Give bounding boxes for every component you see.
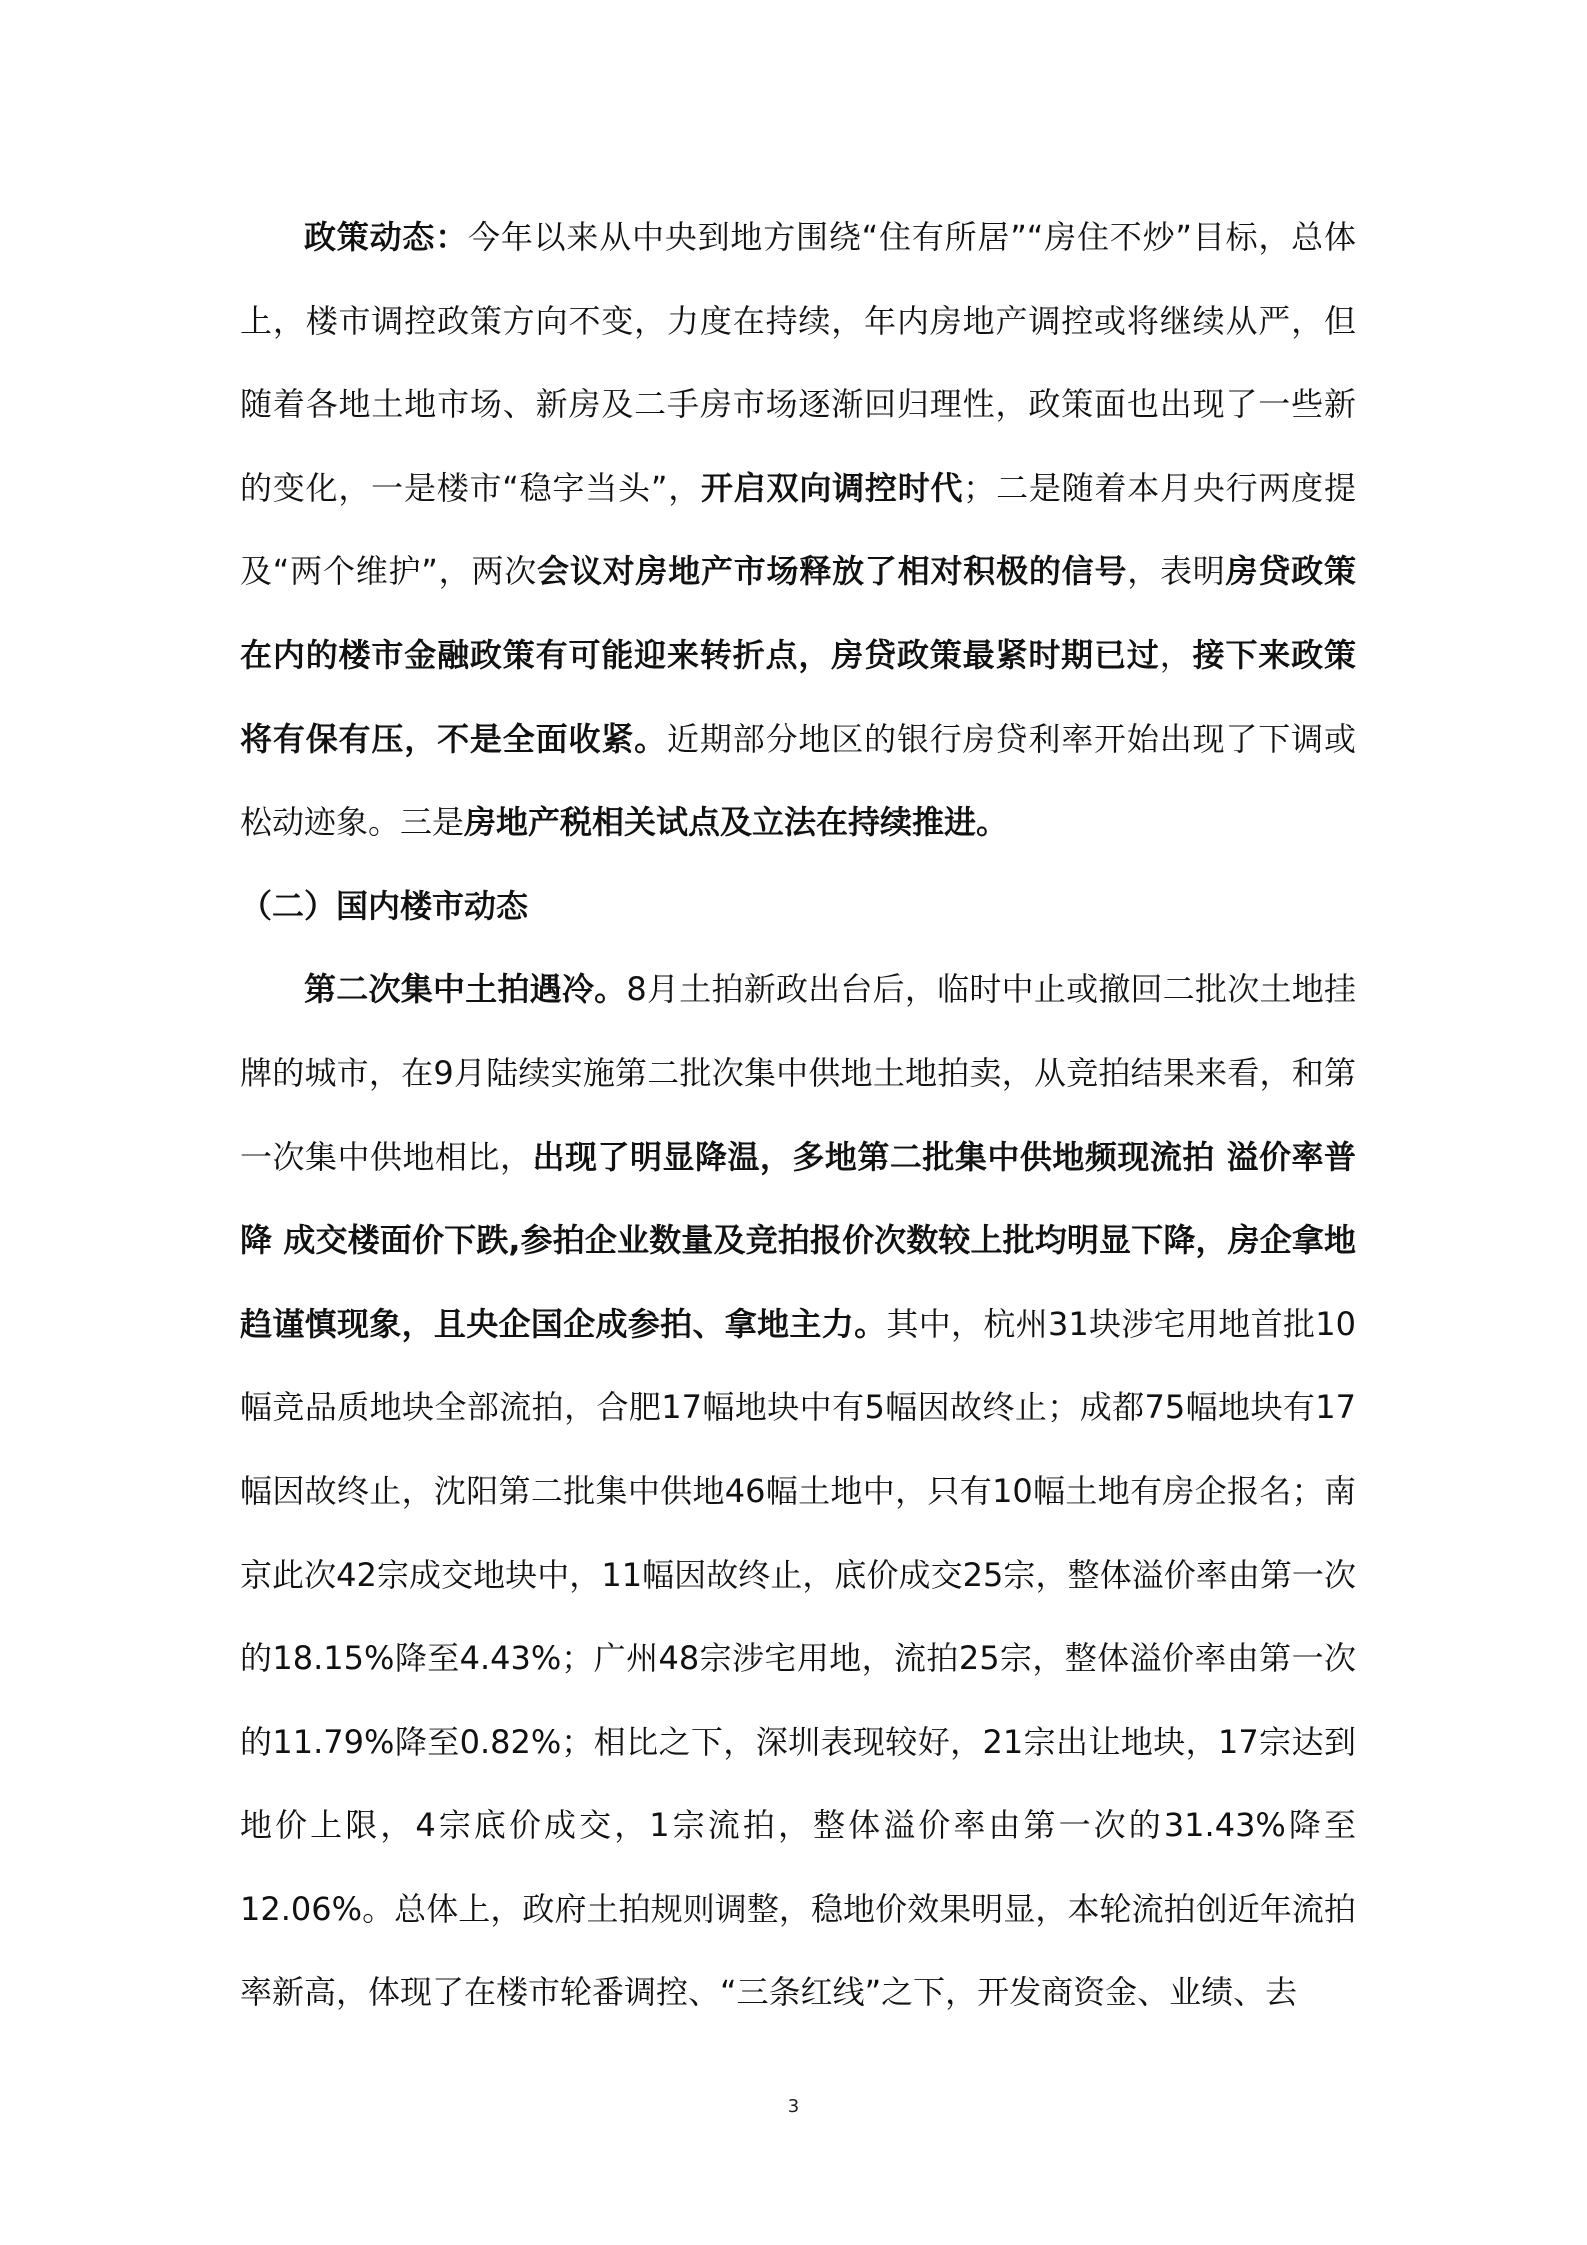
section-heading: （二）国内楼市动态 <box>240 886 529 925</box>
paragraph-lead: 政策动态： <box>304 218 469 256</box>
paragraph-lead: 第二次集中土拍遇冷。 <box>304 970 627 1009</box>
page-number: 3 <box>787 2096 800 2117</box>
body-text <box>240 196 1356 2035</box>
paragraph-policy-dynamics: 政策动态：今年以来从中央到地方围绕“住有所居”“房住不炒”目标，总体上，楼市调控政策方向不变，力度在持续，年内房地产调控或将继续从严，但随着各地土地市场、新房及二手房市场逐渐回归理性，政策面也出现了一些新的变化，一是楼市“稳字当头”，开启双向调控时代；二是随着本月央行两度提及“两个维护”，两次会议对房地产市场释放了相对积极的信号，表明房贷政策在内的楼市金融政策有可能迎来转折点，房贷政策最紧时期已过，接下来政策将有保有压，不是全面收紧。近期部分地区的银行房贷利率开始出现了下调或松动迹象。三是房地产税相关试点及立法在持续推进。 <box>240 218 1356 842</box>
paragraph-land-auction: 第二次集中土拍遇冷。8月土拍新政出台后，临时中止或撤回二批次土地挂牌的城市，在9月陆续实施第二批次集中供地土地拍卖，从竞拍结果来看，和第一次集中供地相比，出现了明显降温，多地第二批集中供地频现流拍 溢价率普降 成交楼面价下跌,参拍企业数量及竞拍报价次数较上批均明显下降，房企拿地趋谨慎现象，且央企国企成参拍、拿地主力。其中，杭州31块涉宅用地首批10幅竞品质地块全部流拍，合肥17幅地块中有5幅因故终止；成都75幅地块有17幅因故终止，沈阳第二批集中供地46幅土地中，只有10幅土地有房企报名；南京此次42宗成交地块中，11幅因故终止，底价成交25宗，整体溢价率由第一次的18.15%降至4.43%；广州48宗涉宅用地，流拍25宗，整体溢价率由第一次的11.79%降至0.82%；相比之下，深圳表现较好，21宗出让地块，17宗达到地价上限，4宗底价成交，1宗流拍，整体溢价率由第一次的31.43%降至12.06%。总体上，政府土拍规则调整，稳地价效果明显，本轮流拍创近年流拍率新高，体现了在楼市轮番调控、“三条红线”之下，开发商资金、业绩、去 <box>240 970 1356 2012</box>
